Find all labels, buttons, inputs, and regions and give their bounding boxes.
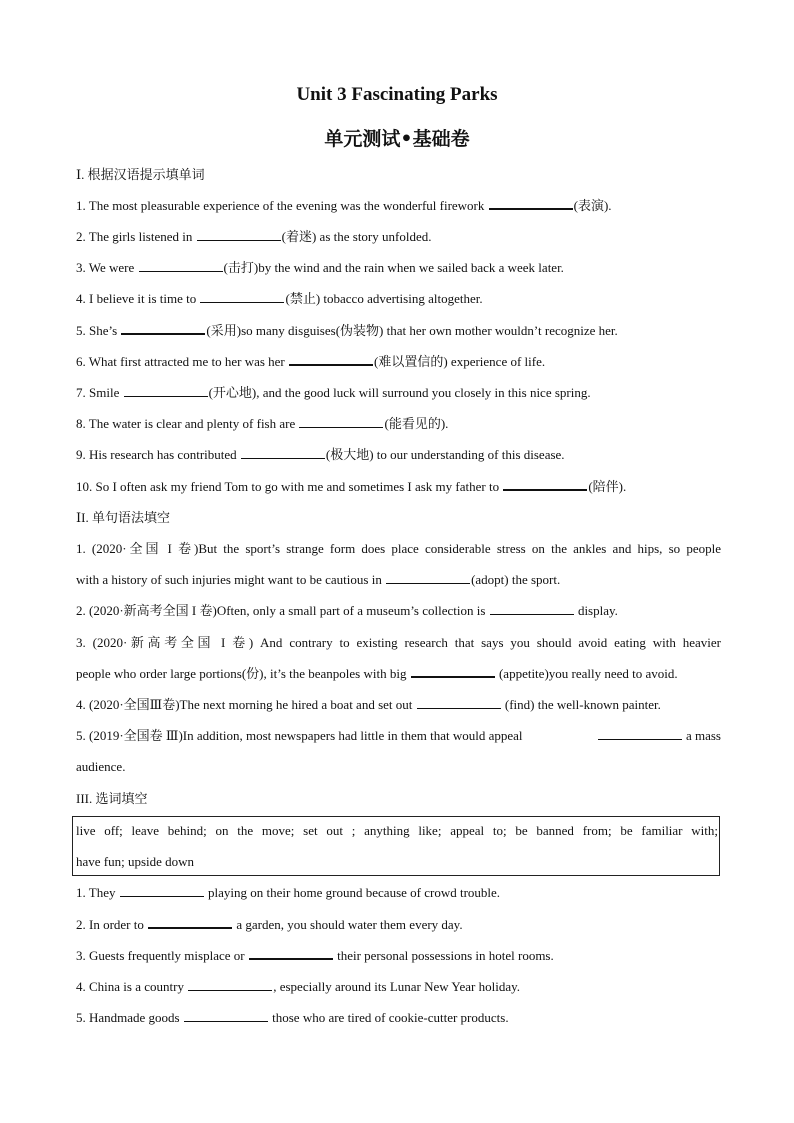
question-text: 3. Guests frequently misplace or: [76, 948, 248, 963]
question-text: (adopt) the sport.: [471, 572, 561, 587]
question-text: (开心地), and the good luck will surround you closely in this nice spring.: [208, 385, 591, 400]
question-2-1-line2: [76, 570, 721, 590]
question-text: (表演).: [573, 198, 612, 213]
section-heading-3: III. 选词填空: [76, 791, 148, 806]
question-1-3: [76, 258, 721, 278]
answer-blank[interactable]: [139, 259, 223, 272]
answer-blank[interactable]: [197, 228, 281, 241]
question-text: (find) the well-known painter.: [501, 697, 661, 712]
question-text: 4. I believe it is time to: [76, 291, 200, 306]
question-2-3-line2: [76, 664, 721, 684]
question-text: 2. (2020·新高考全国 I 卷)Often, only a small part of a museum’s collection is: [76, 603, 489, 618]
word-bank-line-1: live off; leave behind; on the move; set out ; anything like; appeal to; be banned from; be familiar with;: [76, 823, 718, 838]
question-1-1: [76, 196, 721, 216]
question-text: 3. We were: [76, 260, 138, 275]
question-2-2: [76, 601, 721, 621]
answer-blank[interactable]: [200, 290, 284, 303]
question-text: (击打)by the wind and the rain when we sailed back a week later.: [223, 260, 564, 275]
section-heading-1: Ⅰ. 根据汉语提示填单词: [76, 167, 205, 182]
answer-blank[interactable]: [411, 664, 495, 678]
page-title: Unit 3 Fascinating Parks: [296, 84, 498, 105]
question-text: 6. What first attracted me to her was her: [76, 354, 289, 369]
question-text: with a history of such injuries might want to be cautious in: [76, 572, 386, 587]
answer-blank[interactable]: [124, 384, 208, 397]
question-text: their personal possessions in hotel rooms.: [333, 948, 554, 963]
question-text: 4. (2020·全国Ⅲ卷)The next morning he hired a boat and set out: [76, 697, 416, 712]
question-3-1: [76, 883, 721, 903]
answer-blank[interactable]: [490, 602, 574, 615]
question-text: 2. In order to: [76, 917, 148, 932]
question-3-5: [76, 1008, 721, 1028]
question-text: a garden, you should water them every day.: [233, 917, 463, 932]
answer-blank[interactable]: [289, 352, 373, 366]
answer-blank[interactable]: [598, 727, 682, 740]
question-text: (禁止) tobacco advertising altogether.: [285, 291, 483, 306]
answer-blank[interactable]: [299, 415, 383, 428]
answer-blank[interactable]: [120, 884, 204, 897]
answer-blank[interactable]: [386, 571, 470, 584]
word-bank-line-2: have fun; upside down: [76, 854, 195, 869]
question-text: 8. The water is clear and plenty of fish are: [76, 416, 299, 431]
question-1-8: [76, 414, 721, 434]
question-text: , especially around its Lunar New Year holiday.: [273, 979, 521, 994]
question-text: 10. So I often ask my friend Tom to go with me and sometimes I ask my father to: [76, 479, 503, 494]
question-text: 5. Handmade goods: [76, 1010, 183, 1025]
question-text: 1. The most pleasurable experience of the evening was the wonderful firework: [76, 198, 488, 213]
answer-blank[interactable]: [489, 196, 573, 210]
question-text: 1. They: [76, 885, 119, 900]
question-text: 5. (2019·全国卷 Ⅲ)In addition, most newspapers had little in them that would appeal: [76, 728, 523, 743]
question-text: 2. The girls listened in: [76, 229, 196, 244]
answer-blank[interactable]: [249, 946, 333, 960]
section-heading-2: ⅠI. 单句语法填空: [76, 510, 170, 525]
answer-blank[interactable]: [188, 978, 272, 991]
question-1-6: [76, 352, 721, 372]
question-text: (采用)so many disguises(伪装物) that her own mother wouldn’t recognize her.: [206, 323, 618, 338]
question-1-9: [76, 445, 721, 465]
question-text: (能看见的).: [384, 416, 449, 431]
question-3-2: [76, 915, 721, 935]
question-2-3-line1: 3. (2020·新高考全国 I 卷) And contrary to existing research that says you should avoid eating with heavier: [76, 635, 721, 650]
question-1-7: [76, 383, 721, 403]
question-text: those who are tired of cookie-cutter products.: [268, 1010, 509, 1025]
question-text: (着迷) as the story unfolded.: [281, 229, 432, 244]
question-3-3: [76, 946, 721, 966]
page-subtitle: 单元测试•基础卷: [324, 128, 470, 150]
question-1-5: [76, 321, 721, 341]
question-text: playing on their home ground because of crowd trouble.: [204, 885, 501, 900]
question-text: a mass: [682, 728, 721, 743]
question-text: 7. Smile: [76, 385, 123, 400]
question-text: (陪伴).: [588, 479, 627, 494]
answer-blank[interactable]: [241, 446, 325, 459]
question-2-5-line1: [76, 726, 721, 746]
question-text: people who order large portions(份), it’s the beanpoles with big: [76, 666, 410, 681]
question-1-10: [76, 477, 721, 497]
question-3-4: [76, 977, 721, 997]
question-text: 9. His research has contributed: [76, 447, 240, 462]
answer-blank[interactable]: [417, 696, 501, 709]
question-2-5-line2: audience.: [76, 759, 126, 774]
answer-blank[interactable]: [148, 915, 232, 929]
answer-blank[interactable]: [503, 477, 587, 491]
word-bank-box: [72, 816, 720, 876]
question-2-1-line1: 1. (2020·全国 I 卷)But the sport’s strange form does place considerable stress on the ankles and hips, so people: [76, 541, 721, 556]
question-text: display.: [574, 603, 618, 618]
question-text: (难以置信的) experience of life.: [374, 354, 546, 369]
question-text: 4. China is a country: [76, 979, 188, 994]
question-1-4: [76, 289, 721, 309]
question-2-4: [76, 695, 721, 715]
question-text: 5. She’s: [76, 323, 121, 338]
answer-blank[interactable]: [184, 1009, 268, 1022]
question-text: (极大地) to our understanding of this disease.: [325, 447, 565, 462]
answer-blank[interactable]: [121, 321, 205, 335]
question-1-2: [76, 227, 721, 247]
question-text: (appetite)you really need to avoid.: [495, 666, 678, 681]
